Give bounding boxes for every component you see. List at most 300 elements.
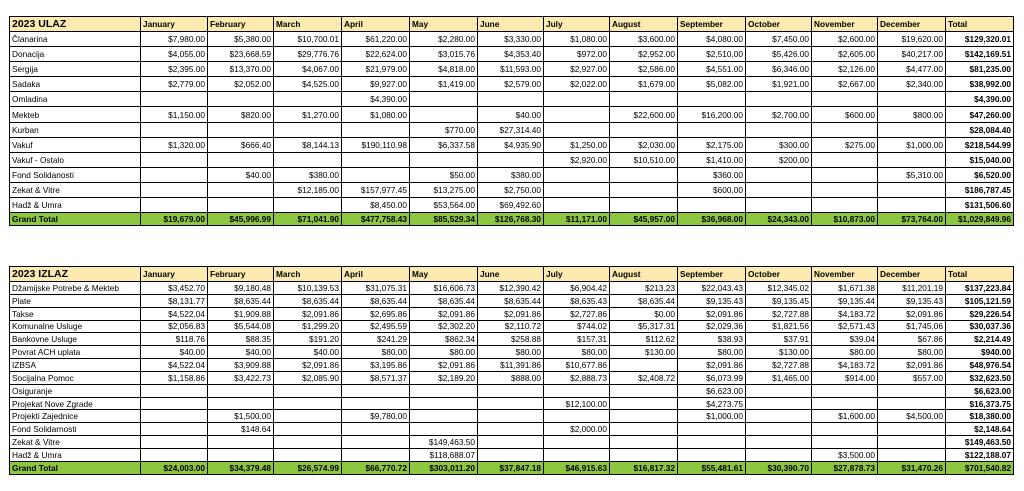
cell-november: $2,605.00	[812, 47, 878, 62]
grand-total-march: $71,041.90	[274, 213, 342, 226]
cell-may	[410, 384, 478, 397]
cell-january: $2,056.83	[141, 320, 208, 333]
cell-july: $2,920.00	[544, 152, 610, 167]
cell-june: $69,492.60	[478, 198, 544, 213]
cell-july	[544, 436, 610, 449]
cell-april: $80.00	[342, 346, 410, 359]
cell-june: $11,391.86	[478, 359, 544, 372]
izlaz-grand-total-row	[10, 461, 1014, 474]
cell-may: $118,688.07	[410, 448, 478, 461]
cell-july: $2,022.00	[544, 77, 610, 92]
column-header-march: March	[274, 17, 342, 32]
cell-october: $7,450.00	[746, 32, 812, 47]
row-label: Sergija	[10, 62, 141, 77]
table-row	[10, 448, 1014, 461]
grand-total-december: $31,470.26	[878, 461, 946, 474]
row-total: $129,320.01	[946, 32, 1014, 47]
cell-october	[746, 384, 812, 397]
cell-october: $1,821.56	[746, 320, 812, 333]
cell-march: $2,085.90	[274, 371, 342, 384]
izlaz-table	[9, 266, 1014, 475]
cell-december	[878, 152, 946, 167]
cell-september: $4,551.00	[678, 62, 746, 77]
cell-october	[746, 92, 812, 107]
cell-september: $4,080.00	[678, 32, 746, 47]
cell-november	[812, 436, 878, 449]
cell-december	[878, 122, 946, 137]
cell-august: $213.23	[610, 282, 678, 295]
cell-october: $2,727.88	[746, 359, 812, 372]
grand-total-april: $477,758.43	[342, 213, 410, 226]
cell-july	[544, 410, 610, 423]
row-total: $122,188.07	[946, 448, 1014, 461]
cell-january: $40.00	[141, 346, 208, 359]
grand-total-label: Grand Total	[10, 461, 141, 474]
grand-total-september: $55,481.61	[678, 461, 746, 474]
grand-total-label: Grand Total	[10, 213, 141, 226]
cell-march: $191.20	[274, 333, 342, 346]
grand-total-november: $10,873.00	[812, 213, 878, 226]
cell-april: $9,927.00	[342, 77, 410, 92]
cell-july: $80.00	[544, 346, 610, 359]
cell-november: $4,183.72	[812, 307, 878, 320]
cell-november	[812, 152, 878, 167]
table-row	[10, 346, 1014, 359]
grand-total-april: $66,770.72	[342, 461, 410, 474]
cell-september: $4,273.75	[678, 397, 746, 410]
row-total: $18,380.00	[946, 410, 1014, 423]
column-header-february: February	[208, 267, 274, 282]
izlaz-body	[10, 282, 1014, 462]
cell-august: $0.00	[610, 307, 678, 320]
cell-april: $31,075.31	[342, 282, 410, 295]
cell-january: $2,395.00	[141, 62, 208, 77]
cell-october	[746, 167, 812, 182]
cell-february	[208, 92, 274, 107]
cell-january	[141, 423, 208, 436]
cell-february: $40.00	[208, 346, 274, 359]
table-row	[10, 423, 1014, 436]
cell-december	[878, 397, 946, 410]
cell-december	[878, 423, 946, 436]
cell-november	[812, 397, 878, 410]
cell-april: $8,635.44	[342, 294, 410, 307]
grand-total-january: $24,003.00	[141, 461, 208, 474]
column-header-january: January	[141, 267, 208, 282]
cell-january: $1,158.86	[141, 371, 208, 384]
cell-september	[678, 122, 746, 137]
cell-april	[342, 423, 410, 436]
cell-march: $10,700.01	[274, 32, 342, 47]
cell-march: $4,067.00	[274, 62, 342, 77]
cell-july: $2,888.73	[544, 371, 610, 384]
grand-total-july: $46,915.63	[544, 461, 610, 474]
table-row	[10, 32, 1014, 47]
cell-january	[141, 384, 208, 397]
cell-october: $37.91	[746, 333, 812, 346]
cell-august	[610, 384, 678, 397]
row-label: Članarina	[10, 32, 141, 47]
cell-november	[812, 384, 878, 397]
cell-november: $3,500.00	[812, 448, 878, 461]
row-total: $32,623.50	[946, 371, 1014, 384]
cell-february: $666.40	[208, 137, 274, 152]
cell-august	[610, 359, 678, 372]
cell-october: $300.00	[746, 137, 812, 152]
cell-june: $8,635.44	[478, 294, 544, 307]
cell-april	[342, 436, 410, 449]
cell-december	[878, 448, 946, 461]
cell-december: $4,477.00	[878, 62, 946, 77]
row-total: $940.00	[946, 346, 1014, 359]
grand-total-october: $30,390.70	[746, 461, 812, 474]
row-label: Hadž & Umra	[10, 448, 141, 461]
cell-february: $1,909.88	[208, 307, 274, 320]
cell-march: $29,776.76	[274, 47, 342, 62]
cell-may: $53,564.00	[410, 198, 478, 213]
table-row	[10, 122, 1014, 137]
grand-total-march: $26,574.99	[274, 461, 342, 474]
cell-june: $2,750.00	[478, 182, 544, 197]
cell-august	[610, 167, 678, 182]
cell-august: $5,317.31	[610, 320, 678, 333]
cell-february: $148.64	[208, 423, 274, 436]
cell-august: $2,952.00	[610, 47, 678, 62]
cell-june: $27,314.40	[478, 122, 544, 137]
cell-october: $2,700.00	[746, 107, 812, 122]
table-row	[10, 307, 1014, 320]
table-row	[10, 359, 1014, 372]
cell-january: $7,980.00	[141, 32, 208, 47]
cell-december: $40,217.00	[878, 47, 946, 62]
cell-april: $21,979.00	[342, 62, 410, 77]
cell-december	[878, 92, 946, 107]
cell-august: $2,408.72	[610, 371, 678, 384]
column-header-august: August	[610, 267, 678, 282]
cell-march	[274, 423, 342, 436]
cell-july: $972.00	[544, 47, 610, 62]
cell-june	[478, 436, 544, 449]
row-total: $4,390.00	[946, 92, 1014, 107]
row-label: Zekat & Vitre	[10, 182, 141, 197]
cell-june: $40.00	[478, 107, 544, 122]
cell-september	[678, 448, 746, 461]
table-row	[10, 436, 1014, 449]
cell-july: $6,904.42	[544, 282, 610, 295]
cell-october: $9,135.45	[746, 294, 812, 307]
grand-total-february: $45,996.99	[208, 213, 274, 226]
cell-february: $5,380.00	[208, 32, 274, 47]
cell-december: $2,340.00	[878, 77, 946, 92]
cell-february: $1,500.00	[208, 410, 274, 423]
row-label: Zekat & Vitre	[10, 436, 141, 449]
column-header-february: February	[208, 17, 274, 32]
cell-may: $4,818.00	[410, 62, 478, 77]
cell-february	[208, 436, 274, 449]
cell-september: $9,135.43	[678, 294, 746, 307]
cell-september: $6,623.00	[678, 384, 746, 397]
cell-october	[746, 448, 812, 461]
row-label: Plate	[10, 294, 141, 307]
cell-july: $1,080.00	[544, 32, 610, 47]
row-total: $28,084.40	[946, 122, 1014, 137]
cell-july	[544, 182, 610, 197]
cell-december: $11,201.19	[878, 282, 946, 295]
cell-april: $9,780.00	[342, 410, 410, 423]
cell-june	[478, 448, 544, 461]
cell-january	[141, 152, 208, 167]
cell-february	[208, 397, 274, 410]
cell-december: $80.00	[878, 346, 946, 359]
cell-november: $2,126.00	[812, 62, 878, 77]
cell-july: $2,927.00	[544, 62, 610, 77]
cell-june: $11,593.00	[478, 62, 544, 77]
ulaz-body	[10, 32, 1014, 213]
row-total: $2,148.64	[946, 423, 1014, 436]
row-label: Džamijske Potrebe & Mekteb	[10, 282, 141, 295]
column-header-august: August	[610, 17, 678, 32]
row-total: $105,121.59	[946, 294, 1014, 307]
cell-november: $39.04	[812, 333, 878, 346]
cell-july: $10,677.86	[544, 359, 610, 372]
column-header-july: July	[544, 17, 610, 32]
grand-total-june: $37,847.18	[478, 461, 544, 474]
cell-november: $914.00	[812, 371, 878, 384]
cell-may	[410, 107, 478, 122]
row-label: Kurban	[10, 122, 141, 137]
cell-january: $1,320.00	[141, 137, 208, 152]
cell-february	[208, 152, 274, 167]
cell-september: $80.00	[678, 346, 746, 359]
cell-april: $4,390.00	[342, 92, 410, 107]
cell-february: $2,052.00	[208, 77, 274, 92]
cell-october: $130.00	[746, 346, 812, 359]
cell-july: $744.02	[544, 320, 610, 333]
grand-total-december: $73,764.00	[878, 213, 946, 226]
cell-november: $2,667.00	[812, 77, 878, 92]
table-row	[10, 371, 1014, 384]
cell-july	[544, 107, 610, 122]
cell-april	[342, 167, 410, 182]
cell-april	[342, 448, 410, 461]
column-header-september: September	[678, 17, 746, 32]
cell-september: $2,029.36	[678, 320, 746, 333]
cell-august	[610, 448, 678, 461]
cell-september: $6,073.99	[678, 371, 746, 384]
ulaz-grand-total-row	[10, 213, 1014, 226]
table-row	[10, 182, 1014, 197]
row-label: Omladina	[10, 92, 141, 107]
cell-august	[610, 423, 678, 436]
cell-october: $6,346.00	[746, 62, 812, 77]
cell-august: $10,510.00	[610, 152, 678, 167]
column-header-october: October	[746, 17, 812, 32]
cell-october	[746, 436, 812, 449]
cell-july	[544, 167, 610, 182]
cell-january: $118.76	[141, 333, 208, 346]
cell-october	[746, 122, 812, 137]
cell-march	[274, 410, 342, 423]
cell-february: $40.00	[208, 167, 274, 182]
cell-august	[610, 182, 678, 197]
row-total: $6,520.00	[946, 167, 1014, 182]
cell-november: $600.00	[812, 107, 878, 122]
cell-december: $800.00	[878, 107, 946, 122]
cell-february: $3,422.73	[208, 371, 274, 384]
column-header-total: Total	[946, 267, 1014, 282]
row-label: Vakuf - Ostalo	[10, 152, 141, 167]
cell-may	[410, 397, 478, 410]
cell-january: $3,452.70	[141, 282, 208, 295]
cell-april: $1,080.00	[342, 107, 410, 122]
table-row	[10, 152, 1014, 167]
cell-september: $1,410.00	[678, 152, 746, 167]
cell-april: $190,110.98	[342, 137, 410, 152]
cell-june: $2,579.00	[478, 77, 544, 92]
cell-april: $61,220.00	[342, 32, 410, 47]
cell-may: $2,302.20	[410, 320, 478, 333]
table-row	[10, 107, 1014, 122]
row-total: $29,226.54	[946, 307, 1014, 320]
cell-november: $1,600.00	[812, 410, 878, 423]
grand-total-august: $45,957.00	[610, 213, 678, 226]
cell-june: $2,091.86	[478, 307, 544, 320]
cell-march: $380.00	[274, 167, 342, 182]
row-label: Hadž & Umra	[10, 198, 141, 213]
cell-september: $2,091.86	[678, 359, 746, 372]
cell-august	[610, 122, 678, 137]
cell-march: $8,635.44	[274, 294, 342, 307]
grand-total-july: $11,171.00	[544, 213, 610, 226]
cell-october	[746, 397, 812, 410]
grand-total-october: $24,343.00	[746, 213, 812, 226]
cell-july: $157.31	[544, 333, 610, 346]
cell-august: $2,586.00	[610, 62, 678, 77]
column-header-july: July	[544, 267, 610, 282]
grand-total-august: $16,817.32	[610, 461, 678, 474]
cell-march	[274, 198, 342, 213]
cell-february	[208, 122, 274, 137]
cell-august: $1,679.00	[610, 77, 678, 92]
cell-june	[478, 92, 544, 107]
cell-february: $9,180.48	[208, 282, 274, 295]
cell-june: $4,935.90	[478, 137, 544, 152]
cell-may: $3,015.76	[410, 47, 478, 62]
cell-february: $88.35	[208, 333, 274, 346]
row-label: Bankovne Usluge	[10, 333, 141, 346]
cell-october: $1,921.00	[746, 77, 812, 92]
cell-january	[141, 167, 208, 182]
cell-december: $5,310.00	[878, 167, 946, 182]
cell-december: $67.86	[878, 333, 946, 346]
cell-august	[610, 410, 678, 423]
cell-september: $5,082.00	[678, 77, 746, 92]
cell-september: $38.93	[678, 333, 746, 346]
table-row	[10, 137, 1014, 152]
cell-january: $4,055.00	[141, 47, 208, 62]
cell-june	[478, 423, 544, 436]
cell-january: $8,131.77	[141, 294, 208, 307]
cell-july	[544, 198, 610, 213]
column-header-june: June	[478, 267, 544, 282]
cell-september: $2,091.86	[678, 307, 746, 320]
cell-november: $1,671.38	[812, 282, 878, 295]
row-label: Vakuf	[10, 137, 141, 152]
cell-april	[342, 152, 410, 167]
cell-august: $3,600.00	[610, 32, 678, 47]
column-header-may: May	[410, 17, 478, 32]
cell-june: $2,110.72	[478, 320, 544, 333]
cell-march: $2,091.86	[274, 359, 342, 372]
row-total: $218,544.99	[946, 137, 1014, 152]
cell-october	[746, 410, 812, 423]
cell-february: $820.00	[208, 107, 274, 122]
row-label: Donacija	[10, 47, 141, 62]
cell-october: $12,345.02	[746, 282, 812, 295]
cell-june: $12,390.42	[478, 282, 544, 295]
cell-march: $1,299.20	[274, 320, 342, 333]
cell-august: $22,600.00	[610, 107, 678, 122]
cell-july: $8,635.43	[544, 294, 610, 307]
cell-august	[610, 436, 678, 449]
cell-december	[878, 198, 946, 213]
cell-may: $2,189.20	[410, 371, 478, 384]
cell-april	[342, 397, 410, 410]
cell-november	[812, 423, 878, 436]
cell-october: $2,727.88	[746, 307, 812, 320]
cell-october: $200.00	[746, 152, 812, 167]
cell-march: $8,144.13	[274, 137, 342, 152]
cell-december: $9,135.43	[878, 294, 946, 307]
cell-june: $3,330.00	[478, 32, 544, 47]
cell-march: $10,139.53	[274, 282, 342, 295]
izlaz-title: 2023 IZLAZ	[10, 267, 141, 282]
row-total: $149,463.50	[946, 436, 1014, 449]
cell-february: $5,544.08	[208, 320, 274, 333]
table-row	[10, 47, 1014, 62]
cell-april: $241.29	[342, 333, 410, 346]
cell-may: $770.00	[410, 122, 478, 137]
ulaz-table	[9, 16, 1014, 226]
cell-june	[478, 152, 544, 167]
cell-september: $2,175.00	[678, 137, 746, 152]
cell-march: $1,270.00	[274, 107, 342, 122]
cell-january	[141, 436, 208, 449]
cell-january	[141, 410, 208, 423]
cell-august	[610, 92, 678, 107]
cell-june: $380.00	[478, 167, 544, 182]
grand-total-june: $126,768.30	[478, 213, 544, 226]
column-header-december: December	[878, 267, 946, 282]
cell-may: $6,337.58	[410, 137, 478, 152]
cell-september: $360.00	[678, 167, 746, 182]
cell-november	[812, 122, 878, 137]
cell-february	[208, 198, 274, 213]
izlaz-header-row	[10, 267, 1014, 282]
cell-november	[812, 167, 878, 182]
cell-april: $2,695.86	[342, 307, 410, 320]
cell-may	[410, 152, 478, 167]
table-row	[10, 333, 1014, 346]
cell-february: $3,909.88	[208, 359, 274, 372]
cell-april: $8,450.00	[342, 198, 410, 213]
cell-april: $8,571.37	[342, 371, 410, 384]
cell-march	[274, 122, 342, 137]
cell-july: $12,100.00	[544, 397, 610, 410]
cell-may: $2,091.86	[410, 307, 478, 320]
cell-january: $2,779.00	[141, 77, 208, 92]
cell-may: $16,606.73	[410, 282, 478, 295]
